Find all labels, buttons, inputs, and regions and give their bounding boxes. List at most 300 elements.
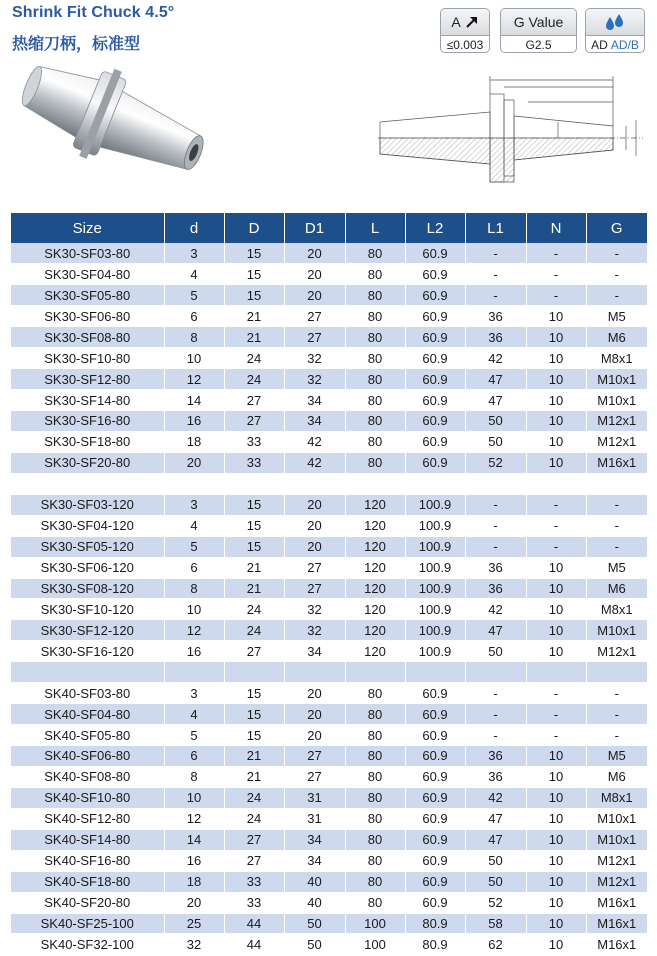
table-cell: 80 [345, 871, 405, 892]
table-cell: 80 [345, 452, 405, 473]
table-cell: M5 [586, 306, 647, 327]
table-cell: 27 [284, 746, 345, 767]
table-cell: 10 [526, 913, 586, 934]
table-cell: 52 [465, 452, 526, 473]
table-cell: - [586, 725, 647, 746]
table-cell: 8 [164, 578, 224, 599]
table-cell: 100 [345, 934, 405, 955]
size-cell: SK40-SF04-80 [11, 704, 164, 725]
table-cell: 80 [345, 411, 405, 432]
table-cell: 100 [345, 913, 405, 934]
size-cell: SK40-SF08-80 [11, 766, 164, 787]
table-cell: M10x1 [586, 808, 647, 829]
spacer-cell [586, 662, 647, 683]
size-cell: SK30-SF06-80 [11, 306, 164, 327]
table-cell: 20 [284, 536, 345, 557]
spacer-cell [345, 473, 405, 494]
table-cell: 60.9 [405, 243, 465, 264]
table-cell: 25 [164, 913, 224, 934]
size-cell: SK30-SF12-80 [11, 369, 164, 390]
table-cell: 15 [224, 285, 284, 306]
table-cell: M12x1 [586, 850, 647, 871]
table-cell: 3 [164, 683, 224, 704]
table-cell: 60.9 [405, 452, 465, 473]
table-cell: - [465, 243, 526, 264]
table-cell: 44 [224, 934, 284, 955]
table-cell: 60.9 [405, 787, 465, 808]
table-cell: - [586, 704, 647, 725]
table-cell: 10 [526, 578, 586, 599]
table-cell: M10x1 [586, 620, 647, 641]
table-cell: 5 [164, 285, 224, 306]
table-cell: 15 [224, 515, 284, 536]
table-cell: 36 [465, 306, 526, 327]
table-cell: 120 [345, 536, 405, 557]
table-row [11, 704, 647, 725]
size-cell: SK40-SF05-80 [11, 725, 164, 746]
table-cell: 20 [284, 683, 345, 704]
spacer-cell [284, 473, 345, 494]
spacer-cell [405, 473, 465, 494]
table-cell: 60.9 [405, 746, 465, 767]
table-cell: 120 [345, 641, 405, 662]
spacer-cell [284, 662, 345, 683]
table-cell: - [465, 536, 526, 557]
table-cell: 24 [224, 348, 284, 369]
table-cell: 32 [164, 934, 224, 955]
spacer-cell [11, 662, 164, 683]
table-row [11, 494, 647, 515]
table-cell: 50 [465, 641, 526, 662]
table-cell: - [586, 536, 647, 557]
table-row [11, 557, 647, 578]
table-cell: - [465, 725, 526, 746]
table-cell: 80 [345, 285, 405, 306]
size-cell: SK40-SF03-80 [11, 683, 164, 704]
table-cell: 44 [224, 913, 284, 934]
table-cell: - [465, 704, 526, 725]
table-cell: 50 [465, 850, 526, 871]
balance-label: G Value [501, 9, 576, 36]
table-cell: 15 [224, 243, 284, 264]
table-cell: 5 [164, 536, 224, 557]
table-cell: 42 [465, 348, 526, 369]
table-cell: 36 [465, 327, 526, 348]
table-cell: 33 [224, 871, 284, 892]
table-cell: 10 [526, 306, 586, 327]
table-cell: 100.9 [405, 557, 465, 578]
table-cell: 100.9 [405, 536, 465, 557]
size-cell: SK30-SF12-120 [11, 620, 164, 641]
table-cell: 100.9 [405, 578, 465, 599]
table-row [11, 599, 647, 620]
spacer-cell [465, 662, 526, 683]
accuracy-label: A [451, 14, 461, 30]
table-row [11, 431, 647, 452]
table-cell: 80 [345, 243, 405, 264]
table-cell: 10 [526, 850, 586, 871]
table-cell: 24 [224, 599, 284, 620]
table-cell: 40 [284, 892, 345, 913]
table-cell: 80 [345, 390, 405, 411]
table-cell: 10 [526, 641, 586, 662]
table-cell: 80 [345, 829, 405, 850]
table-cell: 21 [224, 327, 284, 348]
col-header-L2: L2 [405, 213, 465, 243]
table-cell: - [526, 725, 586, 746]
table-cell: - [526, 536, 586, 557]
size-cell: SK40-SF25-100 [11, 913, 164, 934]
table-cell: 34 [284, 411, 345, 432]
table-cell: 20 [284, 725, 345, 746]
spacer-cell [526, 662, 586, 683]
table-cell: 14 [164, 390, 224, 411]
col-header-G: G [586, 213, 647, 243]
spec-table [11, 213, 647, 955]
table-cell: 60.9 [405, 327, 465, 348]
table-cell: 60.9 [405, 850, 465, 871]
table-cell: 20 [284, 285, 345, 306]
size-cell: SK30-SF04-120 [11, 515, 164, 536]
table-row [11, 934, 647, 955]
table-cell: 60.9 [405, 348, 465, 369]
col-header-D: D [224, 213, 284, 243]
table-cell: 62 [465, 934, 526, 955]
table-cell: 20 [284, 243, 345, 264]
table-cell: 42 [465, 599, 526, 620]
table-cell: 60.9 [405, 411, 465, 432]
table-row [11, 285, 647, 306]
table-cell: 15 [224, 264, 284, 285]
table-cell: 32 [284, 620, 345, 641]
table-cell: 36 [465, 578, 526, 599]
table-cell: 34 [284, 850, 345, 871]
table-cell: - [465, 285, 526, 306]
table-cell: 80.9 [405, 913, 465, 934]
table-row [11, 515, 647, 536]
table-cell: 8 [164, 327, 224, 348]
table-cell: 10 [526, 787, 586, 808]
table-cell: 50 [284, 934, 345, 955]
table-cell: 16 [164, 641, 224, 662]
water-drops-icon [604, 13, 626, 31]
spacer-cell [526, 473, 586, 494]
table-cell: M16x1 [586, 892, 647, 913]
table-row [11, 787, 647, 808]
table-cell: 3 [164, 243, 224, 264]
table-cell: 33 [224, 452, 284, 473]
table-cell: M8x1 [586, 348, 647, 369]
table-row [11, 411, 647, 432]
size-cell: SK30-SF08-80 [11, 327, 164, 348]
spacer-cell [164, 473, 224, 494]
size-cell: SK30-SF14-80 [11, 390, 164, 411]
table-cell: 21 [224, 746, 284, 767]
spacer-cell [345, 662, 405, 683]
table-cell: 31 [284, 787, 345, 808]
table-cell: M5 [586, 557, 647, 578]
table-cell: 20 [284, 704, 345, 725]
spacer-cell [224, 662, 284, 683]
table-cell: 32 [284, 369, 345, 390]
table-cell: 10 [526, 934, 586, 955]
table-row [11, 327, 647, 348]
table-cell: 100.9 [405, 641, 465, 662]
table-cell: 12 [164, 369, 224, 390]
table-cell: 120 [345, 578, 405, 599]
table-cell: 18 [164, 431, 224, 452]
table-row [11, 348, 647, 369]
size-cell: SK40-SF20-80 [11, 892, 164, 913]
table-cell: 60.9 [405, 892, 465, 913]
table-cell: 80 [345, 787, 405, 808]
table-cell: 27 [284, 766, 345, 787]
table-cell: 60.9 [405, 871, 465, 892]
table-cell: 33 [224, 431, 284, 452]
size-cell: SK30-SF03-120 [11, 494, 164, 515]
size-cell: SK40-SF14-80 [11, 829, 164, 850]
table-cell: 21 [224, 306, 284, 327]
balance-badge [500, 8, 577, 53]
table-cell: 20 [164, 452, 224, 473]
size-cell: SK30-SF03-80 [11, 243, 164, 264]
coolant-value-main: AD [591, 37, 608, 52]
page-title: Shrink Fit Chuck 4.5° [12, 4, 175, 21]
table-cell: 16 [164, 411, 224, 432]
table-cell: 10 [526, 620, 586, 641]
table-cell: 10 [526, 871, 586, 892]
table-row [11, 913, 647, 934]
table-cell: 58 [465, 913, 526, 934]
group-spacer-row [11, 662, 647, 683]
table-cell: 60.9 [405, 725, 465, 746]
table-cell: M8x1 [586, 787, 647, 808]
table-cell: 12 [164, 620, 224, 641]
table-cell: 10 [526, 599, 586, 620]
table-cell: 40 [284, 871, 345, 892]
table-cell: 10 [526, 369, 586, 390]
table-cell: 34 [284, 641, 345, 662]
table-cell: 80 [345, 704, 405, 725]
table-row [11, 641, 647, 662]
table-cell: 80 [345, 808, 405, 829]
accuracy-value: ≤0.003 [446, 37, 484, 52]
table-cell: M16x1 [586, 452, 647, 473]
table-row [11, 390, 647, 411]
table-cell: M16x1 [586, 913, 647, 934]
table-cell: - [526, 285, 586, 306]
table-cell: 27 [284, 306, 345, 327]
table-cell: 80 [345, 431, 405, 452]
table-cell: - [586, 264, 647, 285]
size-cell: SK30-SF10-80 [11, 348, 164, 369]
table-cell: 10 [526, 766, 586, 787]
table-cell: 60.9 [405, 390, 465, 411]
table-cell: M6 [586, 327, 647, 348]
table-cell: 36 [465, 557, 526, 578]
table-cell: 10 [526, 808, 586, 829]
table-row [11, 871, 647, 892]
table-cell: 4 [164, 704, 224, 725]
spacer-cell [586, 473, 647, 494]
table-row [11, 808, 647, 829]
table-cell: 50 [465, 871, 526, 892]
table-cell: - [526, 264, 586, 285]
table-cell: 6 [164, 746, 224, 767]
product-photo [12, 56, 242, 206]
table-cell: 10 [164, 787, 224, 808]
table-cell: - [526, 704, 586, 725]
size-cell: SK30-SF08-120 [11, 578, 164, 599]
table-cell: 47 [465, 808, 526, 829]
table-cell: 47 [465, 829, 526, 850]
table-cell: - [465, 683, 526, 704]
technical-drawing [378, 72, 648, 200]
table-cell: 80 [345, 850, 405, 871]
table-cell: M16x1 [586, 934, 647, 955]
table-cell: 60.9 [405, 808, 465, 829]
spacer-cell [164, 662, 224, 683]
size-cell: SK40-SF10-80 [11, 787, 164, 808]
table-cell: 10 [526, 452, 586, 473]
table-cell: M10x1 [586, 829, 647, 850]
table-cell: 10 [526, 390, 586, 411]
table-cell: M10x1 [586, 390, 647, 411]
table-cell: 80 [345, 746, 405, 767]
coolant-badge [585, 8, 645, 53]
table-cell: 21 [224, 578, 284, 599]
table-cell: 10 [526, 431, 586, 452]
table-cell: 80 [345, 264, 405, 285]
table-cell: 36 [465, 766, 526, 787]
col-header-size: Size [11, 213, 164, 243]
table-cell: 21 [224, 766, 284, 787]
table-cell: 120 [345, 515, 405, 536]
table-cell: 3 [164, 494, 224, 515]
col-header-N: N [526, 213, 586, 243]
table-cell: M6 [586, 766, 647, 787]
table-row [11, 536, 647, 557]
table-cell: 15 [224, 494, 284, 515]
table-cell: 36 [465, 746, 526, 767]
table-cell: 120 [345, 599, 405, 620]
table-cell: 4 [164, 264, 224, 285]
table-cell: 60.9 [405, 683, 465, 704]
table-cell: 24 [224, 620, 284, 641]
table-cell: 80 [345, 348, 405, 369]
table-cell: 120 [345, 494, 405, 515]
table-cell: 100.9 [405, 620, 465, 641]
table-row [11, 829, 647, 850]
table-cell: 24 [224, 369, 284, 390]
size-cell: SK40-SF12-80 [11, 808, 164, 829]
table-cell: 4 [164, 515, 224, 536]
table-cell: 24 [224, 787, 284, 808]
table-cell: 20 [164, 892, 224, 913]
table-cell: 21 [224, 557, 284, 578]
table-cell: M10x1 [586, 369, 647, 390]
table-cell: 60.9 [405, 264, 465, 285]
table-cell: 60.9 [405, 829, 465, 850]
table-row [11, 306, 647, 327]
table-cell: 34 [284, 390, 345, 411]
table-cell: 31 [284, 808, 345, 829]
table-cell: 33 [224, 892, 284, 913]
spacer-cell [405, 662, 465, 683]
table-cell: 52 [465, 892, 526, 913]
balance-value: G2.5 [525, 37, 552, 52]
table-cell: 27 [284, 327, 345, 348]
table-cell: - [586, 285, 647, 306]
size-cell: SK30-SF06-120 [11, 557, 164, 578]
table-cell: - [465, 494, 526, 515]
table-cell: 6 [164, 557, 224, 578]
table-cell: 60.9 [405, 285, 465, 306]
table-cell: 12 [164, 808, 224, 829]
spacer-cell [465, 473, 526, 494]
table-cell: 80.9 [405, 934, 465, 955]
size-cell: SK30-SF16-120 [11, 641, 164, 662]
table-cell: 10 [526, 348, 586, 369]
table-cell: - [526, 494, 586, 515]
table-cell: 27 [224, 829, 284, 850]
table-cell: 15 [224, 704, 284, 725]
size-cell: SK30-SF16-80 [11, 411, 164, 432]
table-cell: 80 [345, 892, 405, 913]
table-cell: 10 [526, 892, 586, 913]
table-cell: 32 [284, 599, 345, 620]
table-cell: - [526, 515, 586, 536]
col-header-d: d [164, 213, 224, 243]
table-cell: 10 [526, 557, 586, 578]
table-cell: 27 [224, 411, 284, 432]
table-cell: 27 [284, 557, 345, 578]
table-cell: 100.9 [405, 494, 465, 515]
table-row [11, 746, 647, 767]
table-header-row [11, 213, 647, 243]
table-cell: 100.9 [405, 599, 465, 620]
table-cell: 47 [465, 369, 526, 390]
table-row [11, 683, 647, 704]
table-cell: M12x1 [586, 411, 647, 432]
table-cell: - [586, 515, 647, 536]
table-cell: 80 [345, 369, 405, 390]
table-cell: 16 [164, 850, 224, 871]
table-cell: 60.9 [405, 306, 465, 327]
col-header-D1: D1 [284, 213, 345, 243]
table-cell: 50 [465, 411, 526, 432]
arrow-up-right-icon [465, 15, 479, 29]
table-cell: 50 [465, 431, 526, 452]
table-row [11, 452, 647, 473]
size-cell: SK30-SF05-80 [11, 285, 164, 306]
table-cell: 6 [164, 306, 224, 327]
table-cell: 24 [224, 808, 284, 829]
table-row [11, 264, 647, 285]
table-cell: 5 [164, 725, 224, 746]
table-cell: - [586, 243, 647, 264]
table-cell: 80 [345, 683, 405, 704]
size-cell: SK40-SF18-80 [11, 871, 164, 892]
table-cell: 20 [284, 494, 345, 515]
size-cell: SK30-SF04-80 [11, 264, 164, 285]
table-cell: 27 [224, 390, 284, 411]
table-cell: 10 [164, 348, 224, 369]
table-cell: M12x1 [586, 641, 647, 662]
table-cell: 8 [164, 766, 224, 787]
table-cell: 20 [284, 264, 345, 285]
coolant-value-alt: AD/B [610, 37, 639, 52]
